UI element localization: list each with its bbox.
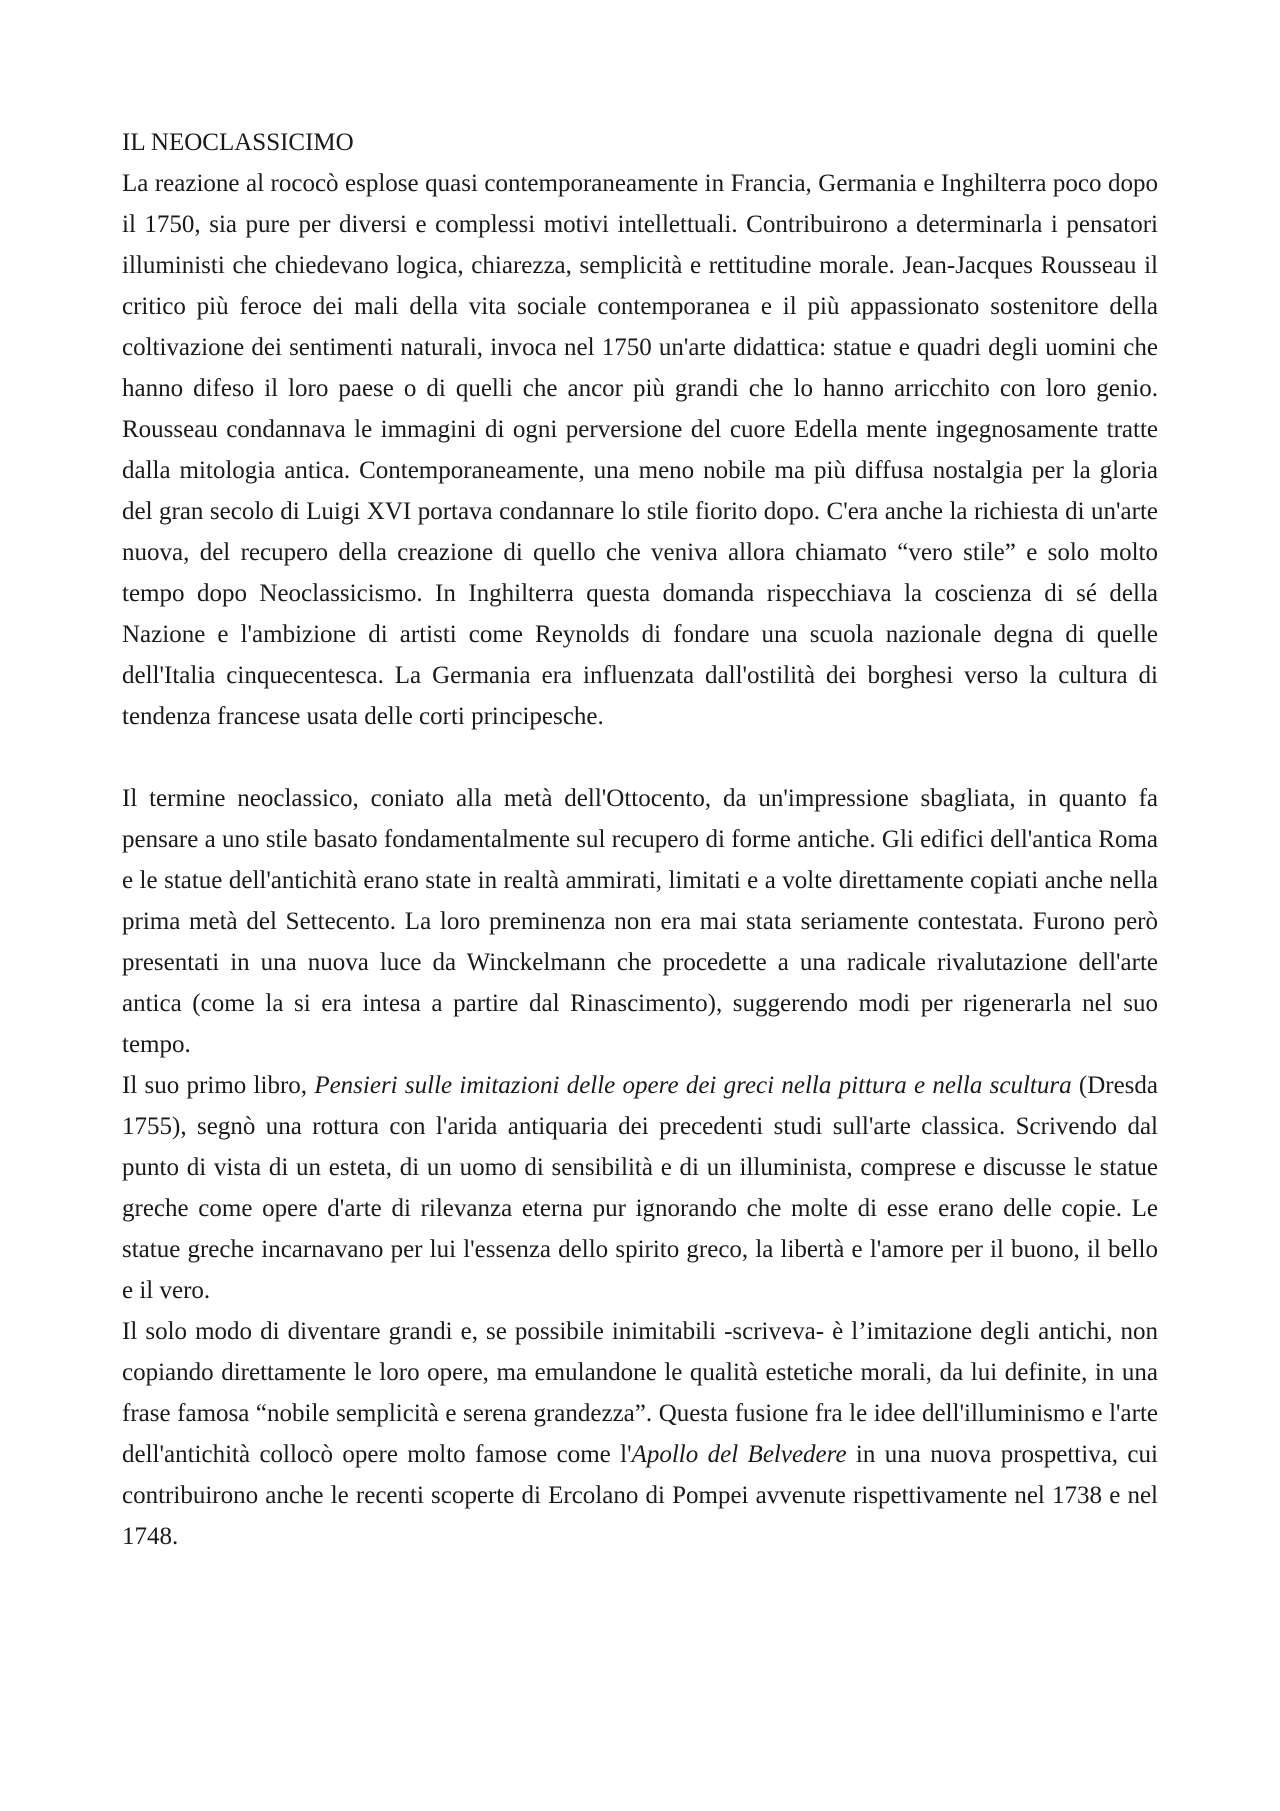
discoveries-text: in una nuova prospettiva, cui contribuirono anche le recenti scoperte di Ercolano di Pompei avvenute rispettivamente nel 1738 e nel 1748. <box>122 1441 1158 1550</box>
imitation-text: Il solo modo di diventare grandi e, se possibile inimitabili -scriveva- è l’imitazione degli antichi, non copiando direttamente le loro opere, ma emulandone le qualità estetiche morali, da lui definite, in una frase famosa “nobile semplicità e serena grandezza”. Questa fusione fra le idee dell'illuminismo e l'arte dell'antichità collocò opere molto famose come l' <box>122 1318 1158 1468</box>
document-body <box>122 122 1158 1557</box>
paragraph-imitation <box>122 1311 1158 1557</box>
book-title: Pensieri sulle imitazioni delle opere dei greci nella pittura e nella scultura <box>314 1072 1072 1099</box>
document-title: IL NEOCLASSICIMO <box>122 129 354 156</box>
paragraph-spacer <box>122 737 1158 778</box>
paragraph-rococo-reaction: La reazione al rococò esplose quasi contemporaneamente in Francia, Germania e Inghilterra poco dopo il 1750, sia pure per diversi e complessi motivi intellettuali. Contribuirono a determinarla i pensatori illuministi che chiedevano logica, chiarezza, semplicità e rettitudine morale. Jean-Jacques Rousseau il critico più feroce dei mali della vita sociale contemporanea e il più appassionato sostenitore della coltivazione dei sentimenti naturali, invoca nel 1750 un'arte didattica: statue e quadri degli uomini che hanno difeso il loro paese o di quelli che ancor più grandi che lo hanno arricchito con loro genio. Rousseau condannava le immagini di ogni perversione del cuore Edella mente ingegnosamente tratte dalla mitologia antica. Contemporaneamente, una meno nobile ma più diffusa nostalgia per la gloria del gran secolo di Luigi XVI portava condannare lo stile fiorito dopo. C'era anche la richiesta di un'arte nuova, del recupero della creazione di quello che veniva allora chiamato “vero stile” e solo molto tempo dopo Neoclassicismo. In Inghilterra questa domanda rispecchiava la coscienza di sé della Nazione e l'ambizione di artisti come Reynolds di fondare una scuola nazionale degna di quelle dell'Italia cinquecentesca. La Germania era influenzata dall'ostilità dei borghesi verso la cultura di tendenza francese usata delle corti principesche. <box>122 170 1158 730</box>
paragraph-winckelmann-book <box>122 1065 1158 1311</box>
book-description-text: (Dresda 1755), segnò una rottura con l'arida antiquaria dei precedenti studi sull'arte classica. Scrivendo dal punto di vista di un esteta, di un uomo di sensibilità e di un illuminista, comprese e discusse le statue greche come opere d'arte di rilevanza eterna pur ignorando che molte di esse erano delle copie. Le statue greche incarnavano per lui l'essenza dello spirito greco, la libertà e l'amore per il buono, il bello e il vero. <box>122 1072 1158 1304</box>
paragraph-neoclassic-term: Il termine neoclassico, coniato alla metà dell'Ottocento, da un'impressione sbagliata, in quanto fa pensare a uno stile basato fondamentalmente sul recupero di forme antiche. Gli edifici dell'antica Roma e le statue dell'antichità erano state in realtà ammirati, limitati e a volte direttamente copiati anche nella prima metà del Settecento. La loro preminenza non era mai stata seriamente contestata. Furono però presentati in una nuova luce da Winckelmann che procedette a una radicale rivalutazione dell'arte antica (come la si era intesa a partire dal Rinascimento), suggerendo modi per rigenerarla nel suo tempo. <box>122 785 1158 1058</box>
artwork-title: Apollo del Belvedere <box>631 1441 847 1468</box>
book-intro-text: Il suo primo libro, <box>122 1072 315 1099</box>
